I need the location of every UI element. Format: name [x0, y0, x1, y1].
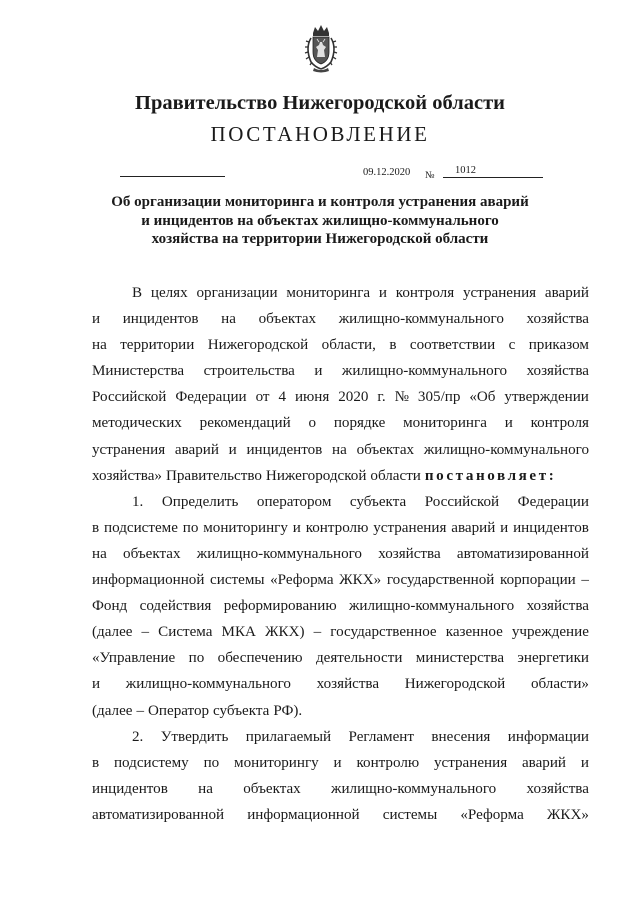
word: казенное: [445, 624, 503, 641]
word: Российской: [424, 493, 500, 510]
word: реформированию: [223, 598, 337, 615]
word: Федерации: [175, 389, 247, 406]
word: хозяйства: [526, 363, 589, 380]
word: и: [92, 311, 101, 328]
word: –: [136, 702, 145, 719]
word: (далее: [92, 624, 133, 641]
word: на: [332, 441, 347, 458]
word: контролю: [305, 519, 369, 536]
number-sign: №: [425, 170, 435, 181]
word: устранения: [462, 285, 537, 301]
word: с: [508, 337, 516, 354]
heading-line: хозяйства на территории Нижегородской области: [151, 231, 489, 247]
word: и: [292, 519, 301, 536]
text-line: [92, 280, 589, 306]
word: и: [580, 754, 589, 771]
word: от: [255, 389, 270, 406]
word: Федерации: [517, 493, 589, 510]
word: ЖКХ»: [546, 806, 589, 823]
word: корпорации: [500, 572, 576, 589]
text-line: [92, 593, 589, 619]
word: №: [394, 389, 409, 406]
word: 305/пр: [417, 389, 461, 406]
word: территории: [120, 337, 195, 354]
word: Министерства: [92, 363, 185, 380]
word: жилищно-коммунального: [423, 441, 589, 458]
text-line: [92, 515, 589, 541]
word: ЖКХ»: [339, 572, 382, 589]
word: мониторингу: [203, 519, 288, 536]
word: устранения: [433, 754, 508, 771]
word: аварий: [544, 285, 589, 301]
word: «Об: [469, 389, 496, 406]
word: ЖКХ): [265, 624, 305, 641]
word: Российской: [92, 389, 167, 406]
word: на: [221, 311, 236, 328]
word: и: [378, 285, 387, 301]
word: жилищно-коммунального: [348, 598, 515, 615]
word: порядке: [333, 415, 386, 432]
word: 2.: [132, 728, 144, 745]
word: хозяйства: [316, 676, 380, 693]
word: в: [92, 519, 100, 536]
word: в: [389, 337, 397, 354]
word: контроля: [530, 415, 589, 432]
text-line: [92, 698, 589, 724]
word: в: [92, 754, 100, 771]
word: хозяйства: [526, 780, 589, 797]
word: по: [203, 754, 220, 771]
word: Правительство: [165, 467, 262, 484]
word: соответствии: [409, 337, 496, 354]
word: «Реформа: [460, 806, 524, 823]
word: области,: [321, 337, 376, 354]
word: жилищно-коммунального: [338, 311, 504, 328]
word: автоматизированной: [456, 545, 589, 562]
word: устранения: [92, 441, 166, 458]
word: Утвердить: [160, 728, 229, 745]
word: по: [188, 650, 205, 667]
word: информационной: [247, 806, 360, 823]
text-line: [92, 463, 589, 489]
word: Нижегородской: [404, 676, 506, 693]
word: жилищно-коммунального: [196, 545, 362, 562]
word: хозяйства»: [92, 467, 162, 484]
word: Система: [158, 624, 213, 641]
word: мониторингу: [234, 754, 319, 771]
word: хозяйства: [526, 598, 589, 615]
text-line: [92, 567, 589, 593]
word: автоматизированной: [92, 806, 225, 823]
text-line: [92, 541, 589, 567]
word: аварий: [521, 754, 567, 771]
word: аварий: [451, 519, 496, 536]
word: Фонд: [92, 598, 128, 615]
heading-line: Об организации мониторинга и контроля устранения аварий: [111, 194, 529, 210]
word: В: [132, 285, 143, 301]
word: Нижегородской: [265, 467, 367, 484]
word: министерства: [415, 650, 505, 667]
word: целях: [150, 285, 188, 301]
word: на: [92, 545, 107, 562]
word: системы: [210, 572, 265, 589]
word: мониторинга: [286, 285, 371, 301]
word: 1.: [132, 493, 144, 510]
text-line: [92, 332, 589, 358]
text-line: [92, 776, 589, 802]
word: инцидентов: [246, 441, 323, 458]
word: 2020: [338, 389, 369, 406]
word: –: [581, 572, 589, 589]
word: контроля: [395, 285, 455, 301]
text-line: [92, 306, 589, 332]
word: субъекта: [349, 493, 407, 510]
word: подсистему: [113, 754, 189, 771]
government-name: Правительство Нижегородской области: [135, 92, 505, 114]
word: государственное: [330, 624, 437, 641]
word: аварий: [174, 441, 219, 458]
word: обеспечению: [217, 650, 303, 667]
word: и: [314, 363, 323, 380]
word: «Управление: [92, 650, 176, 667]
word: и: [333, 754, 342, 771]
word: –: [141, 624, 150, 641]
text-line: [92, 384, 589, 410]
word: РФ).: [273, 702, 303, 719]
word: прилагаемый: [245, 728, 332, 745]
word: на: [92, 337, 107, 354]
word: утверждении: [504, 389, 589, 406]
word: инцидентов: [92, 780, 168, 797]
document-heading: [0, 193, 640, 249]
word: объектах: [243, 780, 301, 797]
word: устранения: [373, 519, 447, 536]
word: о: [308, 415, 317, 432]
word: контролю: [356, 754, 420, 771]
word: содействия: [139, 598, 212, 615]
text-line: [92, 358, 589, 384]
word: учреждение: [511, 624, 589, 641]
signature-blank-line: [120, 176, 225, 177]
word: субъекта: [213, 702, 270, 719]
word: жилищно-коммунального: [125, 676, 291, 693]
word: и: [92, 676, 101, 693]
text-line: [92, 802, 589, 828]
text-line: [92, 410, 589, 436]
word: и: [228, 441, 237, 458]
text-line: [92, 645, 589, 671]
text-line: [92, 619, 589, 645]
word: объектах: [356, 441, 415, 458]
word: Регламент: [348, 728, 414, 745]
word: информационной: [92, 572, 205, 589]
word: хозяйства: [526, 311, 589, 328]
word: инцидентов: [122, 311, 199, 328]
text-line: [92, 489, 589, 515]
word: организации: [196, 285, 278, 301]
word: объектах: [123, 545, 181, 562]
word: государственной: [386, 572, 495, 589]
word: Оператор: [148, 702, 210, 719]
word: по: [182, 519, 199, 536]
word: приказом: [528, 337, 589, 354]
word: и: [504, 415, 513, 432]
word: МКА: [221, 624, 256, 641]
word: рекомендаций: [199, 415, 291, 432]
word: (далее: [92, 702, 133, 719]
text-line: [92, 724, 589, 750]
word: области»: [530, 676, 589, 693]
word: объектах: [258, 311, 317, 328]
word: июня: [294, 389, 330, 406]
word: г.: [377, 389, 386, 406]
word: Определить: [161, 493, 239, 510]
word: оператором: [256, 493, 332, 510]
document-number: 1012: [443, 165, 543, 178]
word: области: [370, 467, 421, 484]
coat-of-arms-icon: [301, 24, 341, 74]
word: на: [198, 780, 213, 797]
word: –: [313, 624, 322, 641]
word: инцидентов: [513, 519, 589, 536]
resolves-word: постановляет:: [424, 467, 557, 484]
document-body: [92, 280, 589, 828]
word: Нижегородской: [207, 337, 309, 354]
word: 4: [278, 389, 286, 406]
word: хозяйства: [378, 545, 441, 562]
word: подсистеме: [104, 519, 178, 536]
text-line: [92, 437, 589, 463]
word: деятельности: [315, 650, 403, 667]
word: информации: [507, 728, 589, 745]
document-date: 09.12.2020: [363, 167, 411, 178]
word: строительства: [203, 363, 295, 380]
word: «Реформа: [270, 572, 334, 589]
word: мониторинга: [403, 415, 487, 432]
word: внесения: [431, 728, 491, 745]
word: системы: [382, 806, 438, 823]
word: энергетики: [517, 650, 589, 667]
text-line: [92, 671, 589, 697]
word: методических: [92, 415, 182, 432]
word: и: [500, 519, 509, 536]
word: жилищно-коммунального: [331, 780, 497, 797]
document-type: ПОСТАНОВЛЕНИЕ: [210, 122, 430, 146]
heading-line: и инцидентов на объектах жилищно-коммунального: [141, 212, 499, 229]
text-line: [92, 750, 589, 776]
word: жилищно-коммунального: [341, 363, 508, 380]
